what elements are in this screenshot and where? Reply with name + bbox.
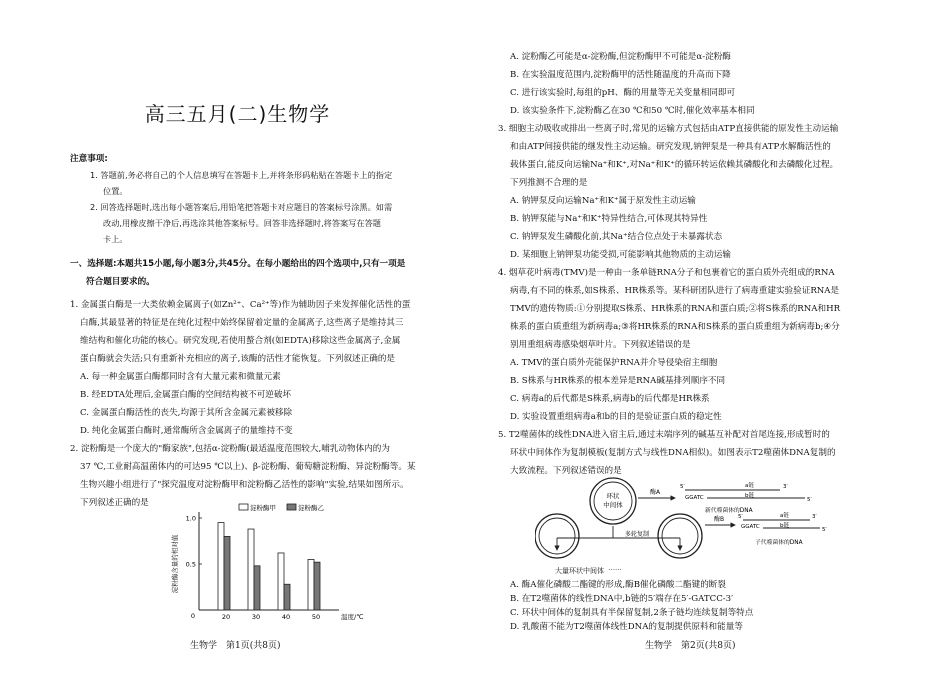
q3-stem: 3. 细胞主动吸收或排出一些离子时,常见的运输方式包括由ATP直接供能的原发性主动运输 [498, 124, 839, 134]
q1-stem: 1. 金属蛋白酶是一大类依赖金属离子(如Zn²⁺、Ca²⁺等)作为辅助因子来发挥催化活性的蛋 [70, 300, 411, 310]
q4-stem: 别用重组病毒感染烟草叶片。下列叙述错误的是 [510, 340, 691, 350]
page-footer: 生物学 第1页(共8页) [190, 641, 281, 651]
legend-label: 淀粉酶乙 [298, 504, 324, 512]
q3-stem: 载体蛋白,能反向运输Na⁺和K⁺,对Na⁺和K⁺的循环转运依赖其磷酸化和去磷酸化过程。 [510, 160, 839, 170]
x-tick-label: 30 [251, 613, 261, 621]
exam-title: 高三五月(二)生物学 [144, 102, 331, 126]
q2-stem: 生物兴趣小组进行了"探究温度对淀粉酶甲和淀粉酶乙活性的影响"实验,结果如图所示。 [80, 480, 409, 490]
q2-option-a: A. 淀粉酶乙可能是α-淀粉酶,但淀粉酶甲不可能是α-淀粉酶 [510, 52, 731, 62]
section-heading: 符合题目要求的。 [86, 277, 155, 287]
svg-text:3′: 3′ [812, 514, 817, 520]
q3-option-d: D. 某细胞上钠钾泵功能受损,可能影响其他物质的主动运输 [510, 250, 732, 260]
bar-enzyme-jia [278, 553, 284, 610]
q2-option-d: D. 该实验条件下,淀粉酶乙在30 ℃和50 ℃时,催化效率基本相同 [510, 106, 755, 116]
svg-text:5′: 5′ [680, 484, 685, 490]
notice-line: 2. 回答选择题时,选出每小题答案后,用铅笔把答题卡对应题目的答案标号涂黑。如需 [90, 202, 393, 212]
notice-line: 位置。 [103, 186, 128, 196]
right-page [475, 0, 950, 688]
x-axis-label: 温度/℃ [341, 613, 364, 621]
y-axis-label: 淀粉酶含量的相对值 [171, 534, 179, 594]
origin-label: 0 [190, 612, 195, 620]
y-tick-label: 1.0 [185, 514, 196, 523]
svg-text:a链: a链 [780, 513, 789, 519]
notice-line: 卡上。 [103, 234, 128, 244]
q2-option-c: C. 进行该实验时,每组的pH、酶的用量等无关变量相同即可 [510, 88, 736, 98]
dots-label: …… [608, 564, 622, 572]
q4-option-a: A. TMV的蛋白质外壳能保护RNA并介导侵染宿主细胞 [510, 358, 718, 368]
q1-option-c: C. 金属蛋白酶活性的丧失,均源于其所含金属元素被移除 [80, 408, 293, 418]
child-dna-caption: 子代噬菌体的DNA [755, 540, 803, 546]
strand-b-label: b链 [745, 493, 754, 499]
svg-text:GGATC: GGATC [685, 495, 704, 501]
page-footer: 生物学 第2页(共8页) [645, 641, 736, 651]
child-phage-dna [738, 511, 827, 546]
q3-stem: 下列推测不合理的是 [510, 178, 588, 188]
ring-label: 中间体 [603, 501, 623, 509]
bar-enzyme-jia [308, 559, 314, 610]
notice-line: 1. 答题前,务必将自己的个人信息填写在答题卡上,并将条形码粘贴在答题卡上的指定 [90, 170, 393, 180]
enzyme-b-label: 酶B [713, 516, 725, 523]
ring-intermediate-right [658, 514, 702, 558]
x-tick-label: 40 [281, 613, 291, 621]
q3-option-b: B. 钠钾泵能与Na⁺和K⁺特异性结合,可体现其特异性 [510, 214, 708, 224]
q4-stem: 4. 烟草花叶病毒(TMV)是一种由一条单链RNA分子和包裹着它的蛋白质外壳组成的RNA [498, 268, 835, 278]
q4-stem: 株系的蛋白质重组为新病毒a;③将HR株系的RNA和S株系的蛋白质重组为新病毒b;④分 [510, 322, 840, 332]
q2-option-b: B. 在实验温度范围内,淀粉酶甲的活性随温度的升高而下降 [510, 70, 731, 80]
many-rings-caption: 大量环状中间体 [555, 567, 604, 575]
ring-label: 环状 [606, 492, 620, 500]
new-dna-caption: 新代噬菌体的DNA [705, 508, 753, 514]
enzyme-a-label: 酶A [649, 489, 661, 496]
q5-option-d: D. 乳酸菌不能为T2噬菌体线性DNA的复制提供原料和能量等 [510, 622, 743, 632]
q5-stem: 大致流程。下列叙述错误的是 [510, 466, 622, 476]
q3-option-a: A. 钠钾泵反向运输Na⁺和K⁺属于原发性主动运输 [510, 196, 696, 206]
q1-stem: 维结构和催化功能的核心。研究发现,若使用螯合剂(如EDTA)移除这些金属离子,金属 [80, 336, 401, 346]
bar-enzyme-yi [254, 566, 260, 610]
bar-enzyme-yi [284, 584, 290, 610]
q5-option-b: B. 在T2噬菌体的线性DNA中,b链的5′端存在5′-GATCC-3′ [510, 594, 734, 604]
q4-stem: 病毒,有不同的株系,如S株系、HR株系等。某科研团队进行了病毒重建实验验证RNA是 [510, 286, 840, 296]
section-heading: 一、选择题:本题共15小题,每小题3分,共45分。在每小题给出的四个选项中,只有一项是 [70, 259, 406, 269]
legend-swatch [287, 504, 296, 510]
q4-stem: TMV的遗传物质:①分别提取S株系、HR株系的RNA和蛋白质;②将S株系的RNA和HR [510, 304, 841, 314]
q2-stem: 37 ℃,工业耐高温菌体内的可达95 ℃以上)、β-淀粉酶、葡萄糖淀粉酶、异淀粉酶等。某 [80, 462, 416, 472]
legend-label: 淀粉酶甲 [250, 504, 276, 512]
q2-stem: 下列叙述正确的是 [80, 498, 149, 508]
bar-enzyme-yi [314, 562, 320, 610]
bar-enzyme-jia [248, 529, 254, 610]
q5-stem: 环状中间体作为复制模板(复制方式与线性DNA相似)。如图表示T2噬菌体DNA复制的 [510, 448, 836, 458]
q4-option-d: D. 实验设置重组病毒a和b的目的是验证蛋白质的稳定性 [510, 412, 722, 422]
q2-bar-chart [165, 500, 375, 630]
q3-option-c: C. 钠钾泵发生磷酸化前,其Na⁺结合位点处于未暴露状态 [510, 232, 723, 242]
svg-text:3′: 3′ [783, 484, 788, 490]
q5-stem: 5. T2噬菌体的线性DNA进入宿主后,通过末端序列的碱基互补配对首尾连接,形成暂时的 [498, 430, 830, 440]
q3-stem: 和由ATP间接供能的继发性主动运输。研究发现,钠钾泵是一种具有ATP水解酶活性的 [510, 142, 831, 152]
svg-text:b链: b链 [780, 523, 789, 529]
svg-text:5′: 5′ [807, 497, 812, 503]
q5-option-c: C. 环状中间体的复制具有半保留复制,2条子链均连续复制等特点 [510, 608, 754, 618]
svg-text:GGATC: GGATC [741, 524, 760, 530]
x-tick-label: 50 [311, 613, 321, 621]
ring-intermediate-left [535, 514, 579, 558]
q1-option-a: A. 每一种金属蛋白酶都同时含有大量元素和微量元素 [80, 372, 281, 382]
svg-text:5′: 5′ [822, 527, 827, 533]
q1-option-b: B. 经EDTA处理后,金属蛋白酶的空间结构被不可逆破坏 [80, 390, 292, 400]
q4-option-c: C. 病毒a的后代都是S株系,病毒b的后代都是HR株系 [510, 394, 710, 404]
notice-line: 改动,用橡皮擦干净后,再选涂其他答案标号。回答非选择题时,将答案写在答题 [103, 218, 381, 228]
svg-text:5′: 5′ [738, 514, 743, 520]
q1-stem: 蛋白酶就会失活;只有重新补充相应的离子,该酶的活性才能恢复。下列叙述正确的是 [80, 354, 396, 364]
q2-stem: 2. 淀粉酶是一个庞大的"酶家族",包括α-淀粉酶(最适温度范围较大,哺乳动物体内的为 [70, 444, 390, 454]
x-tick-label: 20 [221, 613, 231, 621]
q1-option-d: D. 纯化金属蛋白酶时,通常酶所含金属离子的量维持不变 [80, 426, 293, 436]
replication-label: 多轮复制 [625, 531, 650, 538]
legend-swatch [239, 504, 248, 510]
strand-a-label: a链 [745, 483, 754, 489]
q5-option-a: A. 酶A催化磷酸二酯键的形成,酶B催化磷酸二酯键的断裂 [510, 580, 726, 590]
bar-enzyme-jia [218, 523, 224, 610]
y-tick-label: 0.5 [185, 560, 196, 569]
notice-heading: 注意事项: [70, 154, 108, 164]
bar-enzyme-yi [224, 536, 230, 610]
q1-stem: 白酶,其最显著的特征是在纯化过程中始终保留着定量的金属离子,这些离子是维持其三 [80, 318, 404, 328]
q4-option-b: B. S株系与HR株系的根本差异是RNA碱基排列顺序不同 [510, 376, 726, 386]
dna-replication-rings [535, 508, 835, 566]
